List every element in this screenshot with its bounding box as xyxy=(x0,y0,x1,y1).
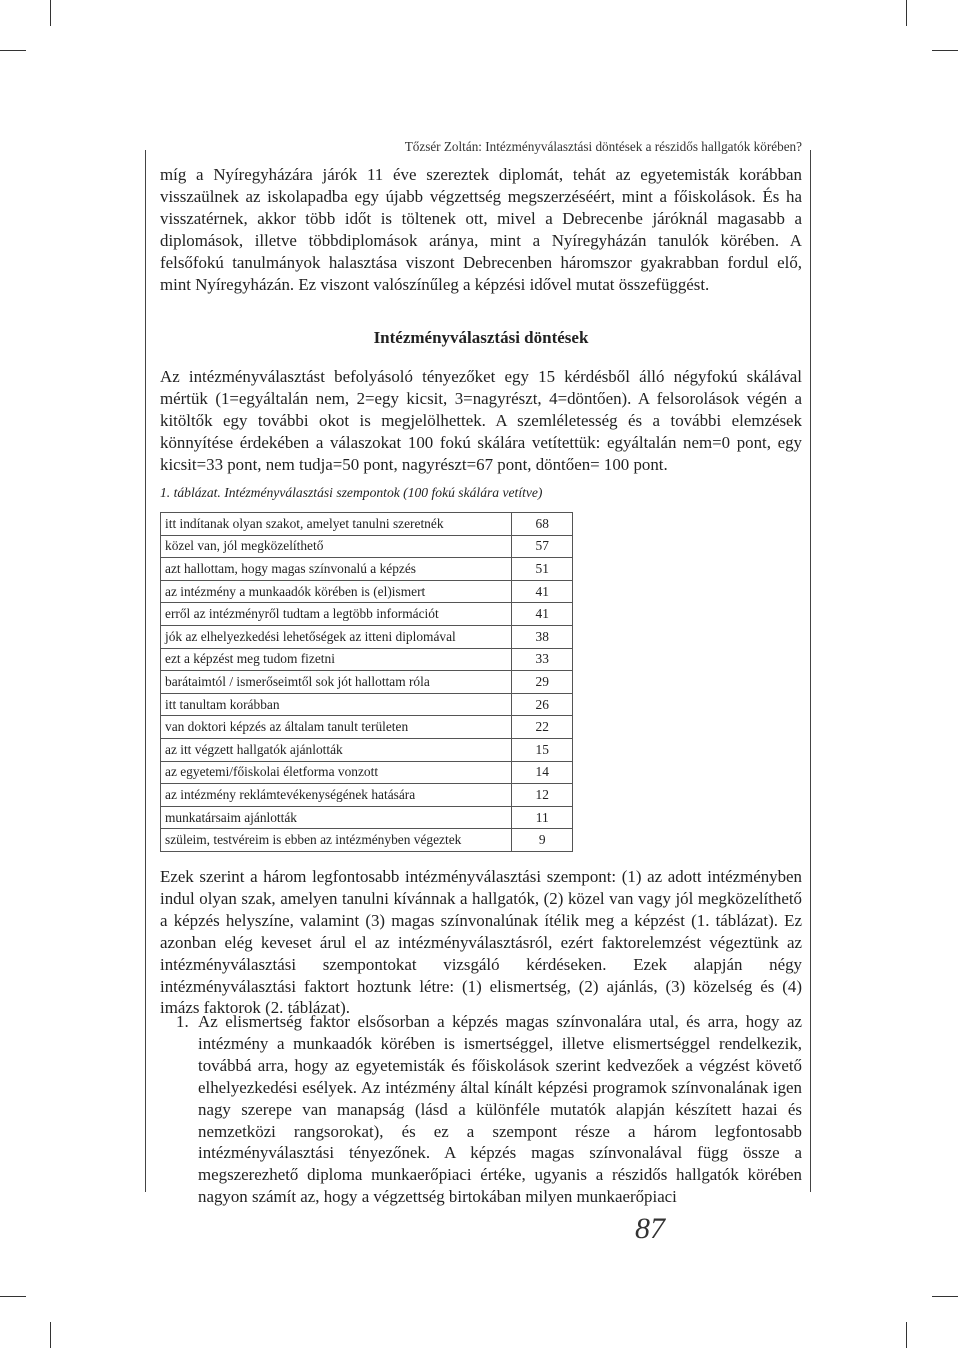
table-cell-value: 41 xyxy=(512,580,573,603)
table-cell-label: az egyetemi/főiskolai életforma vonzott xyxy=(161,761,512,784)
table-cell-value: 29 xyxy=(512,671,573,694)
table-cell-label: itt tanultam korábban xyxy=(161,693,512,716)
paragraph-after-block xyxy=(160,866,802,1019)
table-row xyxy=(161,580,573,603)
factors-table-body xyxy=(161,513,573,852)
paragraph-intro: Az intézményválasztást befolyásoló tényezőket egy 15 kérdésből álló négyfokú skálával mértük (1=egyáltalán nem, 2=egy kicsit, 3=nagyrészt, 4=döntően). A felsorolások végén a kitöltők egy további okot is megjelölhettek. A szemléletesség és a további elemzések könnyítése érdekében a válaszokat 100 fokú skálára vetítettük: egyáltalán nem=0 pont, egy kicsit=33 pont, nem tudja=50 pont, nagyrészt=67 pont, döntően= 100 pont. xyxy=(160,367,802,474)
table-row xyxy=(161,716,573,739)
table-cell-value: 33 xyxy=(512,648,573,671)
margin-rule-right xyxy=(810,150,811,1192)
table-caption xyxy=(160,484,542,502)
table-row xyxy=(161,761,573,784)
factors-table xyxy=(160,512,573,852)
table-cell-value: 22 xyxy=(512,716,573,739)
table-row xyxy=(161,558,573,581)
table-cell-value: 57 xyxy=(512,535,573,558)
table-row xyxy=(161,513,573,536)
crop-mark xyxy=(906,1322,907,1348)
table-cell-label: van doktori képzés az általam tanult területen xyxy=(161,716,512,739)
table-row xyxy=(161,535,573,558)
table-cell-label: az intézmény reklámtevékenységének hatására xyxy=(161,784,512,807)
paragraph-after: Ezek szerint a három legfontosabb intézményválasztási szempont: (1) az adott intézményben indul olyan szak, amelyen tanulni kívánnak a hallgatók, (2) közel van vagy jól megközelíthető a képzés helyszíne, valamint (3) magas színvonalúnak ítélik meg a képzést (1. táblázat). Ez azonban elég keveset árul el az intézményválasztásról, ezért faktorelemzést végeztünk az intézményválasztási szempontokat vizsgáló kérdéseken. Ezek alapján négy intézményválasztási faktort hoztunk létre: (1) elismertség, (2) ajánlás, (3) közelség és (4) imázs faktorok (2. táblázat). xyxy=(160,867,802,1018)
paragraph-top: míg a Nyíregyházára járók 11 éve szereztek diplomát, tehát az egyetemisták korábban visszaülnek az iskolapadba egy újabb végzettség megszerzéséért, mint a főiskolások. És ha visszatérnek, akkor több időt is töltenek ott, mivel a Debrecenbe járóknál magasabb a diplomások, illetve többdiplomások aránya, mint a Nyíregyházán tanulók körében. A felsőfokú tanulmányok halasztása viszont Debrecenben háromszor gyakrabban fordul elő, mint Nyíregyházán. Ez viszont valószínűleg a képzési idővel mutat összefüggést. xyxy=(160,165,802,294)
table-cell-value: 68 xyxy=(512,513,573,536)
table-cell-value: 38 xyxy=(512,625,573,648)
table-cell-value: 12 xyxy=(512,784,573,807)
table-cell-label: azt hallottam, hogy magas színvonalú a képzés xyxy=(161,558,512,581)
table-cell-value: 51 xyxy=(512,558,573,581)
margin-rule-left xyxy=(145,150,146,1192)
table-cell-value: 11 xyxy=(512,806,573,829)
table-cell-value: 26 xyxy=(512,693,573,716)
table-row xyxy=(161,671,573,694)
page-number: 87 xyxy=(635,1212,665,1245)
table-row xyxy=(161,625,573,648)
crop-mark xyxy=(932,50,958,51)
table-cell-value: 9 xyxy=(512,829,573,852)
table-cell-label: munkatársaim ajánlották xyxy=(161,806,512,829)
list-item-marker: 1. xyxy=(176,1012,189,1031)
table-cell-label: itt indítanak olyan szakot, amelyet tanulni szeretnék xyxy=(161,513,512,536)
table-cell-label: jók az elhelyezkedési lehetőségek az itteni diplomával xyxy=(161,625,512,648)
crop-mark xyxy=(932,1296,958,1297)
table-cell-label: szüleim, testvéreim is ebben az intézményben végeztek xyxy=(161,829,512,852)
table-row xyxy=(161,829,573,852)
table-cell-value: 15 xyxy=(512,738,573,761)
crop-mark xyxy=(50,1322,51,1348)
table-row xyxy=(161,806,573,829)
table-cell-label: az itt végzett hallgatók ajánlották xyxy=(161,738,512,761)
table-cell-value: 41 xyxy=(512,603,573,626)
table-row xyxy=(161,738,573,761)
table-row xyxy=(161,784,573,807)
crop-mark xyxy=(906,0,907,26)
table-cell-label: barátaimtól / ismerőseimtől sok jót hallottam róla xyxy=(161,671,512,694)
list-item-text: Az elismertség faktor elsősorban a képzés magas színvonalára utal, és arra, hogy az intézmény a munkaadók körében is ismertséggel, illetve elismertséggel rendelkezik, továbbá arra, hogy az egyetemisták és főiskolások szerint kedvezőek a végzést követő elhelyezkedési esélyek. Az intézmény által kínált képzési programok színvonalának igen nagy szerepe van manapság (lásd a különféle mutatók alapján készített hazai és nemzetközi rangsorokat), és ez a szempont része a három legfontosabb intézményválasztási tényezőnek. A képzés magas színvonalával függ össze a megszerezhető diploma munkaerőpiaci értéke, ugyanis a részidős hallgatók körében nagyon számít az, hogy a végzettség birtokában milyen munkaerőpiaci xyxy=(198,1012,802,1207)
section-title: Intézményválasztási döntések xyxy=(373,328,589,347)
table-cell-value: 14 xyxy=(512,761,573,784)
table-row xyxy=(161,603,573,626)
crop-mark xyxy=(0,1296,26,1297)
table-caption-title: Intézményválasztási szempontok (100 fokú skálára vetítve) xyxy=(224,485,543,500)
crop-mark xyxy=(0,50,26,51)
table-caption-number: 1. táblázat. xyxy=(160,485,221,500)
list-item xyxy=(160,1011,802,1208)
table-cell-label: ezt a képzést meg tudom fizetni xyxy=(161,648,512,671)
table-cell-label: közel van, jól megközelíthető xyxy=(161,535,512,558)
table-row xyxy=(161,648,573,671)
crop-mark xyxy=(50,0,51,26)
table-row xyxy=(161,693,573,716)
table-cell-label: az intézmény a munkaadók körében is (el)ismert xyxy=(161,580,512,603)
table-cell-label: erről az intézményről tudtam a legtöbb információt xyxy=(161,603,512,626)
running-head: Tőzsér Zoltán: Intézményválasztási döntések a részidős hallgatók körében? xyxy=(404,139,802,154)
